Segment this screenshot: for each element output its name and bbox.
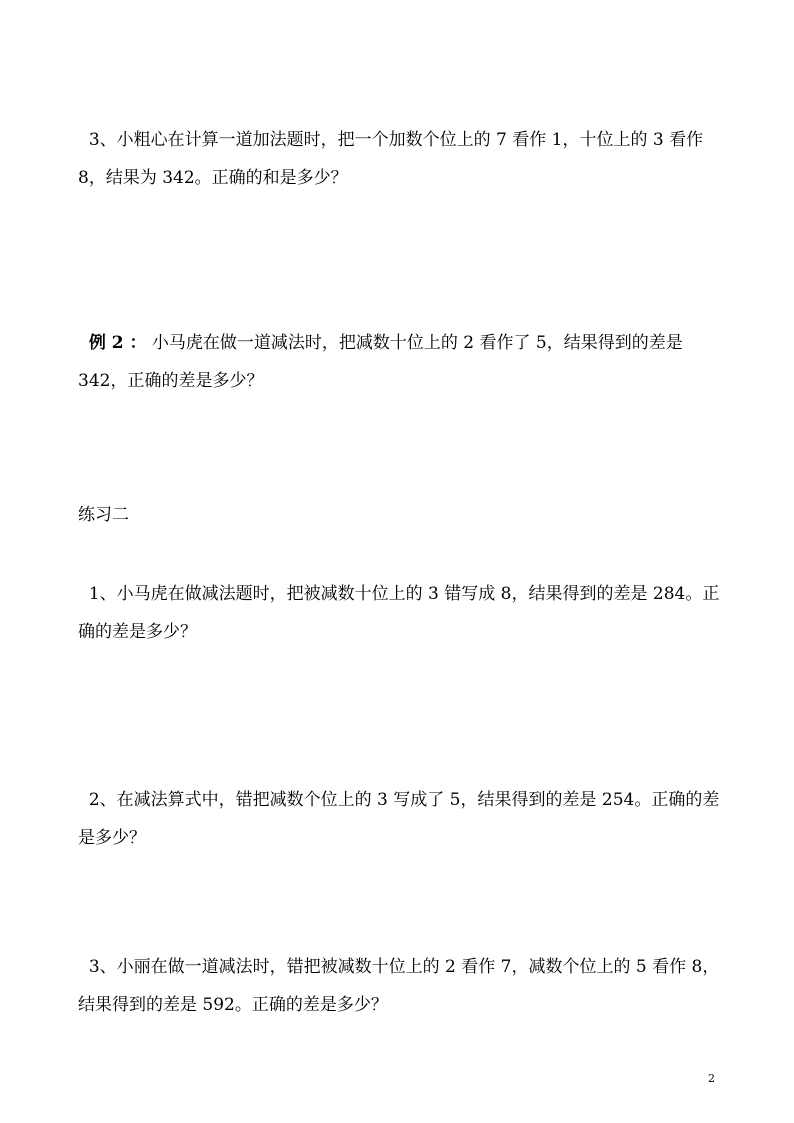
example-2-label: 例 2 ： [88, 333, 147, 353]
practice-2-heading: 练习二 [78, 505, 129, 525]
example-2-text: 小马虎在做一道减法时，把减数十位上的 2 看作了 5，结果得到的差是 342，正确的差是多少？ [78, 333, 689, 391]
example-2 [78, 286, 720, 400]
practice-2-item-2-text: 2、在减法算式中，错把减数个位上的 3 写成了 5，结果得到的差是 254。正确的差是多少？ [78, 790, 720, 848]
practice-2-item-2 [78, 743, 720, 857]
practice-2-item-3 [78, 910, 720, 1024]
practice-2-item-1 [78, 537, 720, 651]
problem-3-section-1 [78, 83, 720, 197]
page-number: 2 [708, 1072, 715, 1085]
practice-2-item-1-text: 1、小马虎在做减法题时，把被减数十位上的 3 错写成 8，结果得到的差是 284。正确的差是多少？ [78, 584, 720, 642]
problem-3-text: 3、小粗心在计算一道加法题时，把一个加数个位上的 7 看作 1，十位上的 3 看作 8，结果为 342。正确的和是多少？ [78, 130, 709, 188]
practice-2-item-3-text: 3、小丽在做一道减法时，错把被减数十位上的 2 看作 7，减数个位上的 5 看作 8，结果得到的差是 592。正确的差是多少？ [78, 957, 720, 1015]
